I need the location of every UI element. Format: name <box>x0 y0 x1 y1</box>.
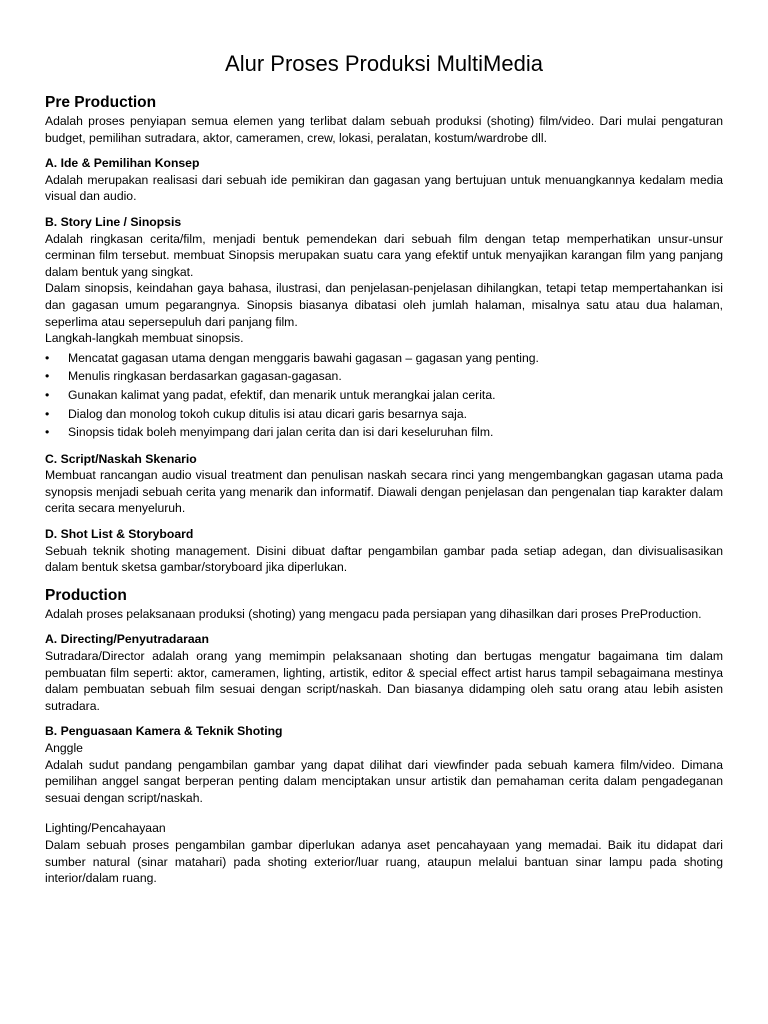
section-pre-production <box>45 93 723 576</box>
list-item <box>45 423 723 442</box>
paragraph: Sebuah teknik shoting management. Disini dibuat daftar pengambilan gambar pada setiap adegan, dan divisualisasikan dalam bentuk sketsa gambar/storyboard jika diperlukan. <box>45 543 723 575</box>
list-item-text: Mencatat gagasan utama dengan menggaris bawahi gagasan – gagasan yang penting. <box>68 350 539 365</box>
paragraph: Membuat rancangan audio visual treatment dan penulisan naskah secara rinci yang mengembangkan gagasan utama pada synopsis menjadi sebuah cerita yang menarik dan informatif. Diawali dengan penjelasan dan pengenalan tiap karakter dalam cerita secara menyeluruh. <box>45 468 723 516</box>
paragraph: Dalam sinopsis, keindahan gaya bahasa, ilustrasi, dan penjelasan-penjelasan dihilangkan, tetapi tetap mempertahankan isi dan gagasan umum pegarangnya. Sinopsis biasanya dibatasi oleh jumlah halaman, misalnya satu atau dua halaman, seperlima atau sepersepuluh dari panjang film. <box>45 281 723 329</box>
subsection-heading: A. Directing/Penyutradaraan <box>45 632 209 647</box>
paragraph: Adalah sudut pandang pengambilan gambar yang dapat dilihat dari viewfinder pada sebuah kamera film/video. Dimana pemilihan anggel sangat berperan penting dalam menciptakan unsur artistik dan pemahaman cerita dalam pengadeganan sesuai dengan script/naskah. <box>45 757 723 805</box>
subsection-heading: A. Ide & Pemilihan Konsep <box>45 156 200 171</box>
subsection-story-line <box>45 214 723 442</box>
list-item-text: Gunakan kalimat yang padat, efektif, dan menarik untuk merangkai jalan cerita. <box>68 387 496 402</box>
section-intro: Adalah proses penyiapan semua elemen yang terlibat dalam sebuah produksi (shoting) film/video. Dari mulai pengaturan budget, pemilihan sutradara, aktor, cameramen, crew, lokasi, peralatan, kostum/wardrobe dll. <box>45 114 723 145</box>
subsection-heading: C. Script/Naskah Skenario <box>45 451 197 466</box>
document-page <box>45 50 723 887</box>
bullet-icon: • <box>45 406 50 421</box>
bullet-icon: • <box>45 425 50 440</box>
bullet-list <box>45 349 723 442</box>
paragraph: Langkah-langkah membuat sinopsis. <box>45 331 244 346</box>
bullet-icon: • <box>45 369 50 384</box>
list-item <box>45 349 723 368</box>
spacer <box>45 806 723 820</box>
list-item-text: Dialog dan monolog tokoh cukup ditulis isi atau dicari garis besarnya saja. <box>68 406 468 421</box>
subsection-shot-list <box>45 526 723 576</box>
paragraph: Adalah ringkasan cerita/film, menjadi bentuk pemendekan dari sebuah film dengan tetap memperhatikan unsur-unsur cerminan film tersebut. membuat Sinopsis merupakan suatu cara yang efektif untuk menyajikan karangan film yang panjang dalam bentuk yang singkat. <box>45 231 723 279</box>
paragraph-label: Anggle <box>45 741 83 755</box>
bullet-icon: • <box>45 350 50 365</box>
paragraph: Sutradara/Director adalah orang yang memimpin pelaksanaan shoting dan bertugas mengatur bagaimana tim dalam pembuatan film seperti: aktor, cameramen, lighting, artistik, editor & special effect artist harus tampil sebagaimana mestinya dalam pembuatan sebuah film sesuai dengan script/naskah. Dan biasanya didamping oleh satu orang atau lebih asisten sutradara. <box>45 649 723 713</box>
list-item-text: Menulis ringkasan berdasarkan gagasan-gagasan. <box>68 369 342 384</box>
paragraph: Adalah merupakan realisasi dari sebuah ide pemikiran dan gagasan yang bertujuan untuk menuangkannya kedalam media visual dan audio. <box>45 172 723 204</box>
list-item-text: Sinopsis tidak boleh menyimpang dari jalan cerita dan isi dari keseluruhan film. <box>68 425 494 440</box>
section-heading: Production <box>45 586 127 604</box>
section-intro: Adalah proses pelaksanaan produksi (shoting) yang mengacu pada persiapan yang dihasilkan dari proses PreProduction. <box>45 606 702 621</box>
list-item <box>45 405 723 424</box>
subsection-directing <box>45 631 723 714</box>
paragraph-label: Lighting/Pencahayaan <box>45 821 166 836</box>
subsection-heading: D. Shot List & Storyboard <box>45 527 194 542</box>
subsection-heading: B. Penguasaan Kamera & Teknik Shoting <box>45 724 283 739</box>
list-item <box>45 367 723 386</box>
document-title: Alur Proses Produksi MultiMedia <box>225 51 543 76</box>
subsection-heading: B. Story Line / Sinopsis <box>45 214 182 229</box>
list-item <box>45 386 723 405</box>
paragraph: Dalam sebuah proses pengambilan gambar diperlukan adanya aset pencahayaan yang memadai. Baik itu didapat dari sumber natural (sinar matahari) pada shoting exterior/luar ruang, ataupun melalui bantuan sinar lampu pada shoting interior/dalam ruang. <box>45 837 723 886</box>
bullet-icon: • <box>45 387 50 402</box>
section-production <box>45 586 723 887</box>
subsection-ide-konsep <box>45 155 723 205</box>
section-heading: Pre Production <box>45 94 157 111</box>
subsection-kamera <box>45 723 723 886</box>
subsection-script <box>45 451 723 517</box>
